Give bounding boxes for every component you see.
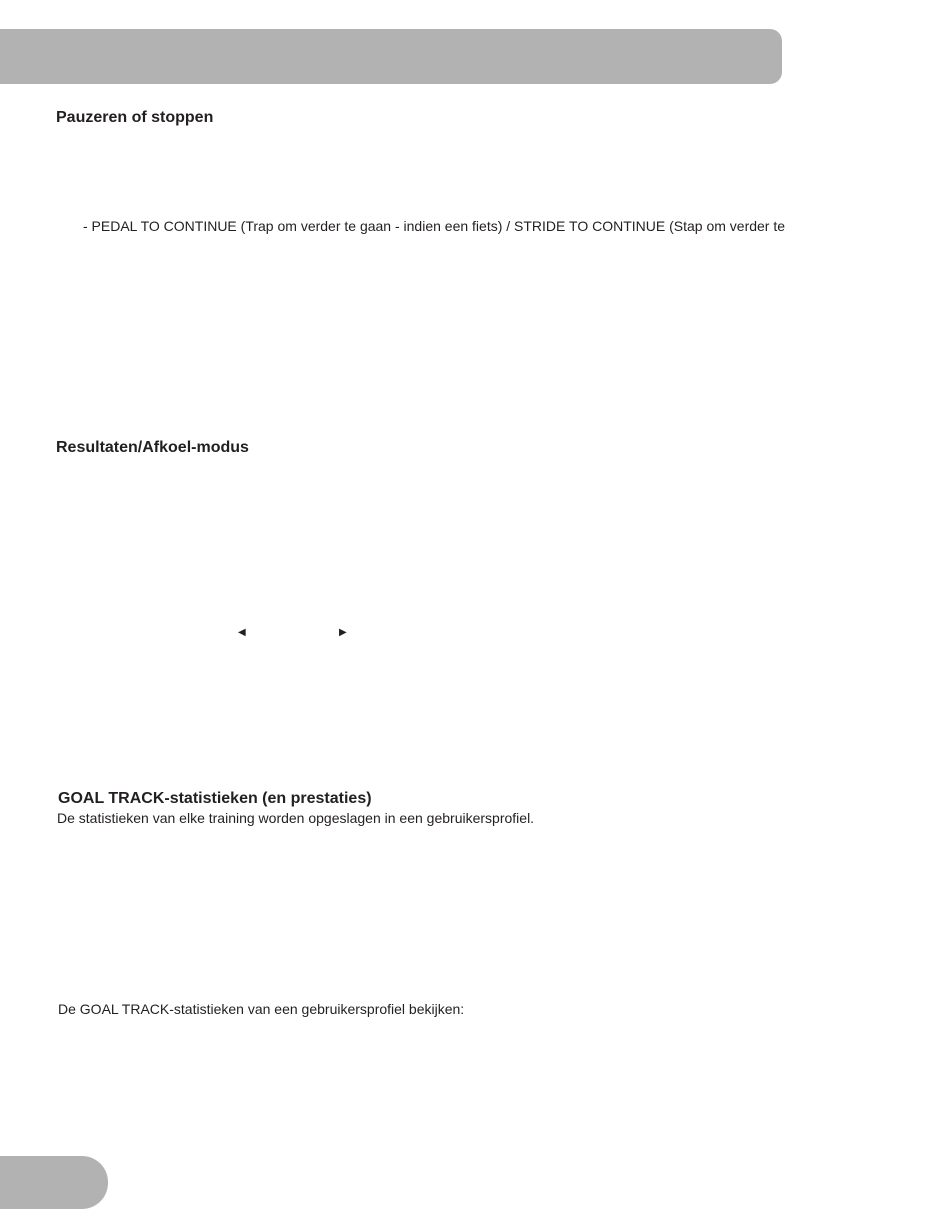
page-number-tab <box>0 1156 108 1209</box>
right-arrow-icon: ▶ <box>339 627 347 638</box>
header-bar <box>0 29 782 84</box>
goal-track-intro: De statistieken van elke training worden opgeslagen in een gebruikersprofiel. <box>57 810 535 826</box>
heading-pause: Pauzeren of stoppen <box>56 109 214 126</box>
goal-track-view-instruction: De GOAL TRACK-statistieken van een gebruikersprofiel bekijken: <box>58 1001 465 1017</box>
heading-goal-track: GOAL TRACK-statistieken (en prestaties) <box>58 790 372 807</box>
pause-continue-line: - PEDAL TO CONTINUE (Trap om verder te gaan - indien een fiets) / STRIDE TO CONTINUE (Stap om verder te <box>83 218 786 234</box>
left-arrow-icon: ◀ <box>238 627 246 638</box>
heading-results: Resultaten/Afkoel-modus <box>56 439 249 456</box>
